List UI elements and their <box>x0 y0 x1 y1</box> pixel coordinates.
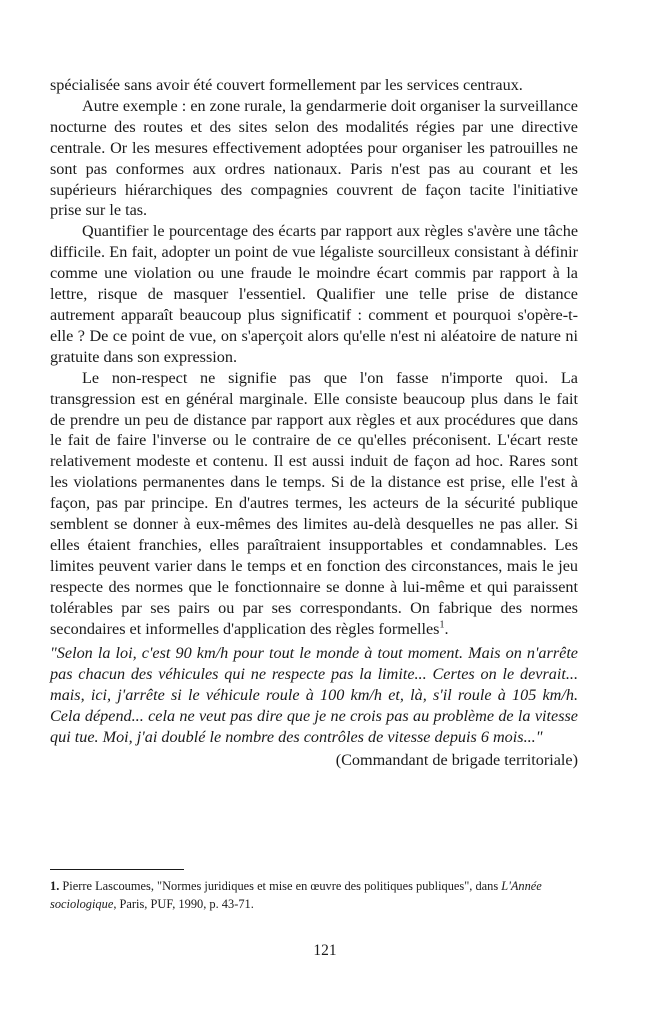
footnote-text-before: Pierre Lascoumes, "Normes juridiques et mise en œuvre des politiques publiques", dans <box>62 879 502 893</box>
footnote-journal: L'Année sociologique <box>50 879 542 911</box>
quote-attribution: (Commandant de brigade territoriale) <box>335 751 578 769</box>
footnote-text-after: , Paris, PUF, 1990, p. 43-71. <box>113 897 254 911</box>
footnote <box>50 877 578 913</box>
page-number: 121 <box>313 942 337 959</box>
paragraph-quantify: Quantifier le pourcentage des écarts par rapport aux règles s'avère une tâche difficile. En fait, adopter un point de vue légaliste sourcilleux consistant à définir comme une violation ou une fraude le moindre écart commis par rapport à la lettre, risque de masquer l'essentiel. Qualifier une telle prise de distance autrement apparaît beaucoup plus significatif : comment et pourquoi s'opère-t-elle ? De ce point de vue, on s'aperçoit alors qu'elle n'est ni aléatoire de nature ni gratuite dans son expression. <box>50 222 578 366</box>
paragraph-continued: spécialisée sans avoir été couvert formellement par les services centraux. <box>50 76 523 94</box>
quote-block: "Selon la loi, c'est 90 km/h pour tout le monde à tout moment. Mais on n'arrête pas chacun des véhicules qui ne respecte pas la limite... Certes on le devrait... mais, ici, j'arrête si le véhicule roule à 100 km/h et, là, s'il roule à 105 km/h. Cela dépend... cela ne veut pas dire que je ne crois pas au problème de la vitesse qui tue. Moi, j'ai doublé le nombre des contrôles de vitesse depuis 6 mois..." <box>50 644 578 747</box>
paragraph-non-respect: Le non-respect ne signifie pas que l'on fasse n'importe quoi. La transgression est en général marginale. Elle consiste beaucoup plus dans le fait de prendre un peu de distance par rapport aux règles et aux procédures que dans le fait de faire l'inverse ou le contraire de ce qu'elles préconisent. L'écart reste relativement modeste et contenu. Il est aussi induit de façon ad hoc. Rares sont les violations permanentes dans le temps. Si de la distance est prise, elle l'est à façon, pas par principe. En d'autres termes, les acteurs de la sécurité publique semblent se donner à eux-mêmes des limites au-delà desquelles ne pas aller. Si elles étaient franchies, elles paraîtraient insupportables et condamnables. Les limites peuvent varier dans le temps et en fonction des circonstances, mais le jeu respecte des normes que le fonctionnaire se donne à lui-même et qui paraissent tolérables par ses pairs ou par ses correspondants. On fabrique des normes secondaires et informelles d'application des règles formelles$^1$. <box>50 368 578 638</box>
footnote-marker: 1 <box>439 619 445 631</box>
footnote-divider <box>50 869 184 870</box>
body-text <box>50 75 578 771</box>
paragraph-rural-example: Autre exemple : en zone rurale, la gendarmerie doit organiser la surveillance nocturne des routes et des sites selon des modalités régies par une directive centrale. Or les mesures effectivement adoptées pour organiser les patrouilles ne sont pas conformes aux ordres nationaux. Paris n'est pas au courant et les supérieurs hiérarchiques des compagnies couvrent de façon tacite l'initiative prise sur le tas. <box>50 96 578 220</box>
paragraph-non-respect-text: Le non-respect ne signifie pas que l'on fasse n'importe quoi. La transgression est en général marginale. Elle consiste beaucoup plus dans le fait de prendre un peu de distance par rapport aux règles et aux procédures que dans le fait de faire l'inverse ou le contraire de ce qu'elles préconisent. L'écart reste relativement modeste et contenu. Il est aussi induit de façon ad hoc. Rares sont les violations permanentes dans le temps. Si de la distance est prise, elle l'est à façon, pas par principe. En d'autres termes, les acteurs de la sécurité publique semblent se donner à eux-mêmes des limites au-delà desquelles ne pas aller. Si elles étaient franchies, elles paraîtraient insupportables et condamnables. Les limites peuvent varier dans le temps et en fonction des circonstances, mais le jeu respecte des normes que le fonctionnaire se donne à lui-même et qui paraissent tolérables par ses pairs ou par ses correspondants. On fabrique des normes secondaires et informelles d'application des règles formelles <box>50 368 578 638</box>
footnote-number: 1. <box>50 879 60 893</box>
